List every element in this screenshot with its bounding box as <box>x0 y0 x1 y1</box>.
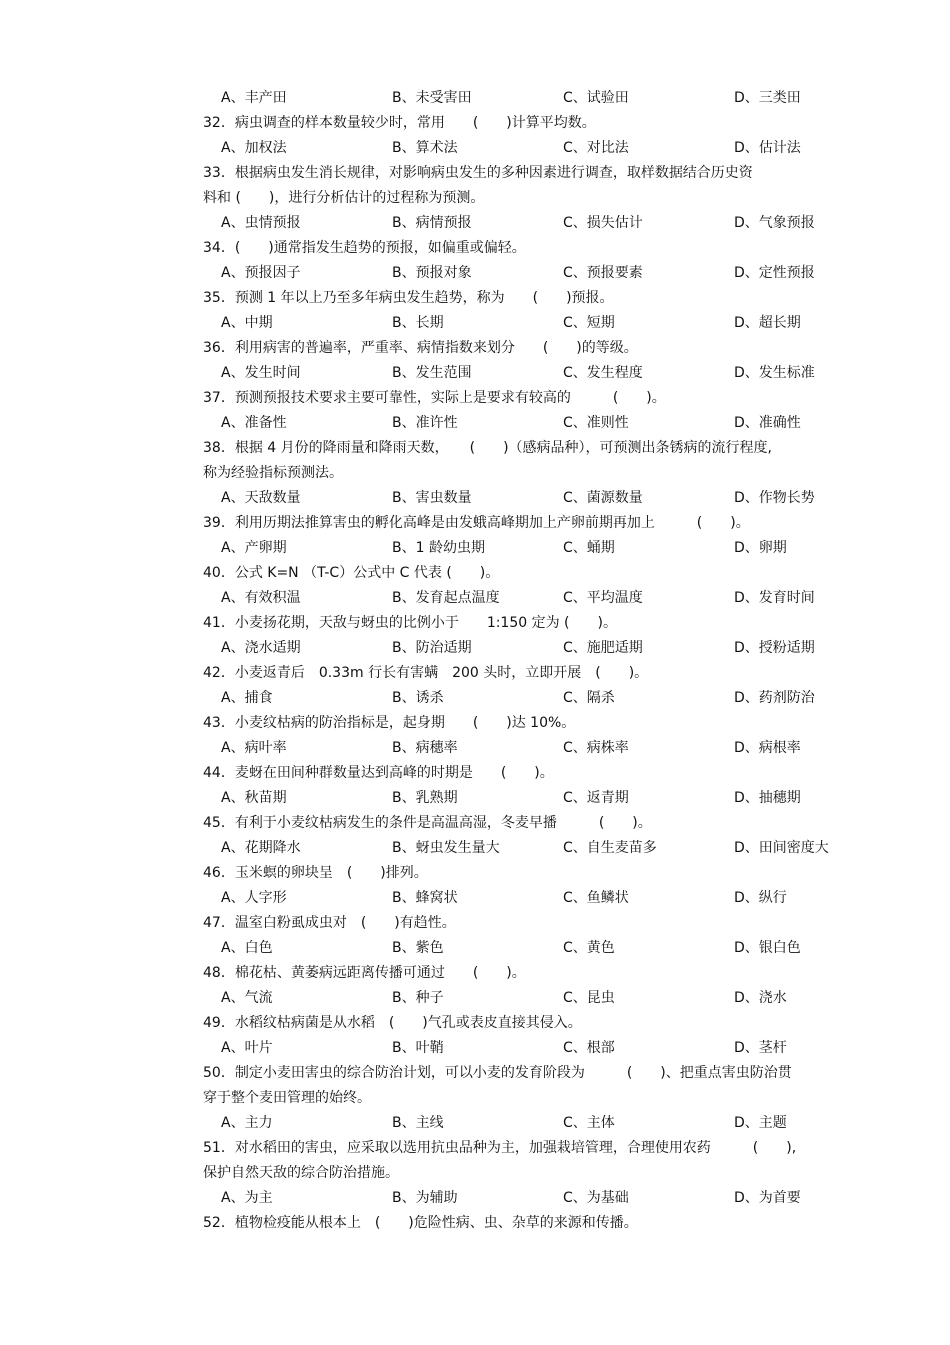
option-c: C、为基础 <box>563 1190 629 1206</box>
option-a: A、白色 <box>221 940 273 956</box>
option-a: A、有效积温 <box>221 590 301 606</box>
option-a: A、病叶率 <box>221 740 287 756</box>
option-c: C、主体 <box>563 1115 615 1131</box>
option-d: D、田间密度大 <box>734 840 829 856</box>
question-text: 40．公式 K=N （T-C）公式中 C 代表 ( )。 <box>203 565 500 581</box>
option-a: A、主力 <box>221 1115 273 1131</box>
options-row <box>0 786 950 811</box>
option-a: A、花期降水 <box>221 840 301 856</box>
option-c: C、菌源数量 <box>563 490 643 506</box>
question-text: 保护自然天敌的综合防治措施。 <box>203 1165 399 1181</box>
question-text: 52．植物检疫能从根本上 ( )危险性病、虫、杂草的来源和传播。 <box>203 1215 638 1231</box>
question-text: 47．温室白粉虱成虫对 ( )有趋性。 <box>203 915 456 931</box>
question-text: 49．水稻纹枯病菌是从水稻 ( )气孔或表皮直接其侵入。 <box>203 1015 582 1031</box>
options-row <box>0 311 950 336</box>
option-b: B、算术法 <box>392 140 458 156</box>
option-c: C、昆虫 <box>563 990 615 1006</box>
option-b: B、紫色 <box>392 940 444 956</box>
question-text: 43．小麦纹枯病的防治指标是，起身期 ( )达 10%。 <box>203 715 576 731</box>
option-b: B、病穗率 <box>392 740 458 756</box>
options-row <box>0 261 950 286</box>
option-a: A、产卵期 <box>221 540 287 556</box>
options-row <box>0 636 950 661</box>
question-text: 35．预测 1 年以上乃至多年病虫发生趋势，称为 ( )预报。 <box>203 290 614 306</box>
question-text: 穿于整个麦田管理的始终。 <box>203 1090 371 1106</box>
question-text: 称为经验指标预测法。 <box>203 465 343 481</box>
option-c: C、黄色 <box>563 940 615 956</box>
options-row <box>0 686 950 711</box>
option-a: A、天敌数量 <box>221 490 301 506</box>
option-d: D、卵期 <box>734 540 787 556</box>
options-row <box>0 361 950 386</box>
option-a: A、准备性 <box>221 415 287 431</box>
option-c: C、施肥适期 <box>563 640 643 656</box>
option-c: C、返青期 <box>563 790 629 806</box>
option-b: B、1 龄幼虫期 <box>392 540 485 556</box>
option-b: B、蚜虫发生量大 <box>392 840 500 856</box>
question-text: 38．根据 4 月份的降雨量和降雨天数， ( )（感病品种），可预测出条锈病的流行程度, <box>203 440 772 456</box>
option-c: C、平均温度 <box>563 590 643 606</box>
option-d: D、银白色 <box>734 940 801 956</box>
option-a: A、叶片 <box>221 1040 273 1056</box>
question-text: 45．有利于小麦纹枯病发生的条件是高温高湿，冬麦早播 ( )。 <box>203 815 652 831</box>
option-b: B、诱杀 <box>392 690 444 706</box>
question-text: 39．利用历期法推算害虫的孵化高峰是由发蛾高峰期加上产卵前期再加上 ( )。 <box>203 515 750 531</box>
question-text: 44．麦蚜在田间种群数量达到高峰的时期是 ( )。 <box>203 765 554 781</box>
options-row <box>0 936 950 961</box>
option-c: C、对比法 <box>563 140 629 156</box>
option-a: A、浇水适期 <box>221 640 301 656</box>
option-c: C、准则性 <box>563 415 629 431</box>
option-b: B、发育起点温度 <box>392 590 500 606</box>
question-text: 料和 ( )，进行分析估计的过程称为预测。 <box>203 190 485 206</box>
option-d: D、病根率 <box>734 740 801 756</box>
question-text: 33．根据病虫发生消长规律，对影响病虫发生的多种因素进行调查，取样数据结合历史资 <box>203 165 753 181</box>
options-row <box>0 1036 950 1061</box>
option-c: C、蛹期 <box>563 540 615 556</box>
question-text: 48．棉花枯、黄萎病远距离传播可通过 ( )。 <box>203 965 526 981</box>
option-c: C、鱼鳞状 <box>563 890 629 906</box>
option-a: A、人字形 <box>221 890 287 906</box>
option-b: B、蜂窝状 <box>392 890 458 906</box>
option-b: B、预报对象 <box>392 265 472 281</box>
option-a: A、中期 <box>221 315 273 331</box>
option-a: A、预报因子 <box>221 265 301 281</box>
question-text: 42．小麦返青后 0.33m 行长有害螨 200 头时，立即开展 ( )。 <box>203 665 649 681</box>
options-row <box>0 86 950 111</box>
option-a: A、秋苗期 <box>221 790 287 806</box>
options-row <box>0 136 950 161</box>
option-d: D、定性预报 <box>734 265 815 281</box>
option-c: C、病株率 <box>563 740 629 756</box>
options-row <box>0 1111 950 1136</box>
option-d: D、茎杆 <box>734 1040 787 1056</box>
question-text: 50．制定小麦田害虫的综合防治计划，可以小麦的发育阶段为 ( )、把重点害虫防治贯 <box>203 1065 792 1081</box>
option-c: C、隔杀 <box>563 690 615 706</box>
options-row <box>0 836 950 861</box>
options-row <box>0 411 950 436</box>
option-a: A、为主 <box>221 1190 273 1206</box>
option-d: D、作物长势 <box>734 490 815 506</box>
option-d: D、抽穗期 <box>734 790 801 806</box>
option-b: B、防治适期 <box>392 640 472 656</box>
option-d: D、超长期 <box>734 315 801 331</box>
option-d: D、气象预报 <box>734 215 815 231</box>
option-c: C、损失估计 <box>563 215 643 231</box>
option-a: A、丰产田 <box>221 90 287 106</box>
option-a: A、加权法 <box>221 140 287 156</box>
option-a: A、气流 <box>221 990 273 1006</box>
option-c: C、预报要素 <box>563 265 643 281</box>
option-d: D、发生标准 <box>734 365 815 381</box>
option-d: D、纵行 <box>734 890 787 906</box>
option-d: D、主题 <box>734 1115 787 1131</box>
option-b: B、种子 <box>392 990 444 1006</box>
question-text: 36．利用病害的普遍率，严重率、病情指数来划分 ( )的等级。 <box>203 340 638 356</box>
option-d: D、发育时间 <box>734 590 815 606</box>
option-a: A、捕食 <box>221 690 273 706</box>
question-text: 32．病虫调查的样本数量较少时，常用 ( )计算平均数。 <box>203 115 596 131</box>
option-b: B、主线 <box>392 1115 444 1131</box>
option-c: C、短期 <box>563 315 615 331</box>
question-text: 51．对水稻田的害虫，应采取以选用抗虫品种为主，加强栽培管理，合理使用农药 ( ), <box>203 1140 797 1156</box>
options-row <box>0 1186 950 1211</box>
option-c: C、根部 <box>563 1040 615 1056</box>
option-c: C、试验田 <box>563 90 629 106</box>
option-a: A、虫情预报 <box>221 215 301 231</box>
options-row <box>0 986 950 1011</box>
options-row <box>0 586 950 611</box>
option-a: A、发生时间 <box>221 365 301 381</box>
option-d: D、估计法 <box>734 140 801 156</box>
option-d: D、准确性 <box>734 415 801 431</box>
option-d: D、药剂防治 <box>734 690 815 706</box>
options-row <box>0 736 950 761</box>
options-row <box>0 486 950 511</box>
option-b: B、为辅助 <box>392 1190 458 1206</box>
option-d: D、三类田 <box>734 90 801 106</box>
option-b: B、未受害田 <box>392 90 472 106</box>
option-d: D、浇水 <box>734 990 787 1006</box>
option-b: B、发生范围 <box>392 365 472 381</box>
option-b: B、乳熟期 <box>392 790 458 806</box>
options-row <box>0 211 950 236</box>
option-c: C、发生程度 <box>563 365 643 381</box>
option-c: C、自生麦苗多 <box>563 840 657 856</box>
option-b: B、害虫数量 <box>392 490 472 506</box>
options-row <box>0 886 950 911</box>
question-text: 41．小麦扬花期，天敌与蚜虫的比例小于 1:150 定为 ( )。 <box>203 615 617 631</box>
option-b: B、叶鞘 <box>392 1040 444 1056</box>
options-row <box>0 536 950 561</box>
option-b: B、准许性 <box>392 415 458 431</box>
option-d: D、为首要 <box>734 1190 801 1206</box>
question-text: 37．预测预报技术要求主要可靠性，实际上是要求有较高的 ( )。 <box>203 390 666 406</box>
option-b: B、病情预报 <box>392 215 472 231</box>
option-d: D、授粉适期 <box>734 640 815 656</box>
question-text: 46．玉米螟的卵块呈 ( )排列。 <box>203 865 428 881</box>
option-b: B、长期 <box>392 315 444 331</box>
question-text: 34．( )通常指发生趋势的预报，如偏重或偏轻。 <box>203 240 526 256</box>
